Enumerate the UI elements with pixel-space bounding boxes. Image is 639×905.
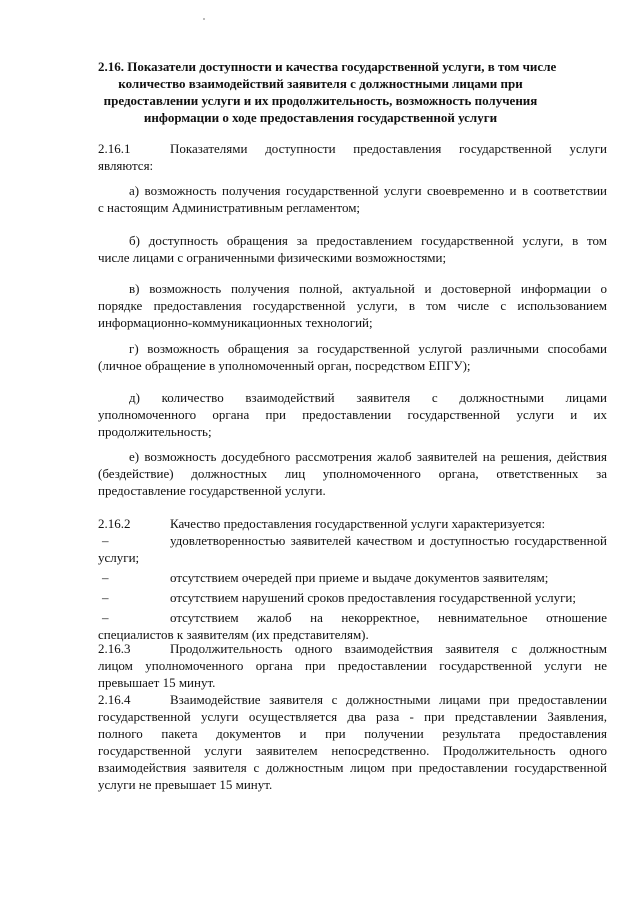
paragraph-line: (бездействие) должностных лиц уполномоченного органа, ответственных за xyxy=(98,466,607,481)
item-d xyxy=(98,389,607,440)
paragraph-line: в) возможность получения полной, актуальной и достоверной информации о xyxy=(129,281,607,296)
paragraph-line: отсутствием очередей при приеме и выдаче документов заявителям; xyxy=(170,570,549,585)
paragraph-line: порядке предоставления государственной услуги, в том числе с использованием xyxy=(98,298,607,313)
paragraph-line: государственной услуги заявителем непосредственно. Продолжительность одного xyxy=(98,743,607,758)
paragraph-line: превышает 15 минут. xyxy=(98,675,216,690)
section-heading xyxy=(98,58,557,126)
paragraph-line: д) количество взаимодействий заявителя с должностными лицами xyxy=(129,390,607,405)
paragraph-line: услуги; xyxy=(98,550,140,565)
clause-2-16-4 xyxy=(98,691,607,793)
paragraph-line: удовлетворенностью заявителей качеством и доступностью государственной xyxy=(170,533,607,548)
dash-bullet: – xyxy=(102,570,109,585)
item-b xyxy=(98,232,607,266)
clause-number: 2.16.4 xyxy=(98,692,131,707)
dash-bullet: – xyxy=(102,610,109,625)
paragraph-line: информационно-коммуникационных технологий; xyxy=(98,315,373,330)
clause-number: 2.16.3 xyxy=(98,641,131,656)
paragraph-line: отсутствием нарушений сроков предоставления государственной услуги; xyxy=(170,590,576,605)
heading-line: 2.16. Показатели доступности и качества государственной услуги, в том числе xyxy=(98,59,557,74)
paragraph-line: специалистов к заявителям (их представителям). xyxy=(98,627,369,642)
clause-number: 2.16.2 xyxy=(98,516,131,531)
paragraph-line: Качество предоставления государственной услуги характеризуется: xyxy=(170,516,546,531)
item-v xyxy=(98,280,607,331)
clause-2-16-1 xyxy=(98,140,607,174)
paragraph-line: е) возможность досудебного рассмотрения жалоб заявителей на решения, действия xyxy=(129,449,607,464)
dash-bullet: – xyxy=(102,590,109,605)
paragraph-line: полного пакета документов и при получении результата предоставления xyxy=(98,726,607,741)
clause-2-16-3 xyxy=(98,640,607,691)
paragraph-line: Продолжительность одного взаимодействия заявителя с должностным xyxy=(170,641,607,656)
paragraph-line: Показателями доступности предоставления государственной услуги xyxy=(170,141,607,156)
item-g xyxy=(98,340,607,374)
heading-line: количество взаимодействий заявителя с должностными лицами при xyxy=(118,76,523,91)
clause-number: 2.16.1 xyxy=(98,141,131,156)
paragraph-line: являются: xyxy=(98,158,154,173)
heading-line: предоставлении услуги и их продолжительность, возможность получения xyxy=(103,93,538,108)
paragraph-line: г) возможность обращения за государственной услугой различными способами xyxy=(129,341,607,356)
item-a xyxy=(98,182,607,216)
dash-bullet: – xyxy=(102,533,109,548)
paragraph-line: лицом уполномоченного органа при предоставлении государственной услуги не xyxy=(98,658,607,673)
paragraph-line: с настоящим Административным регламентом; xyxy=(98,200,361,215)
item-e xyxy=(98,448,607,499)
paragraph-line: услуги не превышает 15 минут. xyxy=(98,777,273,792)
paragraph-line: отсутствием жалоб на некорректное, невнимательное отношение xyxy=(170,610,607,625)
paragraph-line: Взаимодействие заявителя с должностными лицами при предоставлении xyxy=(170,692,607,707)
paragraph-line: числе лицами с ограниченными физическими возможностями; xyxy=(98,250,447,265)
heading-line: информации о ходе предоставления государственной услуги xyxy=(143,110,498,125)
paragraph-line: уполномоченного органа при предоставлении государственной услуги и их xyxy=(98,407,607,422)
paragraph-line: (личное обращение в уполномоченный орган, посредством ЕПГУ); xyxy=(98,358,471,373)
paragraph-line: б) доступность обращения за предоставлением государственной услуги, в том xyxy=(129,233,607,248)
clause-2-16-2 xyxy=(98,515,607,643)
paragraph-line: взаимодействия заявителя с должностным лицом при предоставлении государственной xyxy=(98,760,607,775)
scan-speck xyxy=(203,18,205,20)
paragraph-line: предоставление государственной услуги. xyxy=(98,483,326,498)
paragraph-line: а) возможность получения государственной услуги своевременно и в соответствии xyxy=(129,183,607,198)
paragraph-line: продолжительность; xyxy=(98,424,212,439)
paragraph-line: государственной услуги осуществляется два раза - при представлении Заявления, xyxy=(98,709,607,724)
